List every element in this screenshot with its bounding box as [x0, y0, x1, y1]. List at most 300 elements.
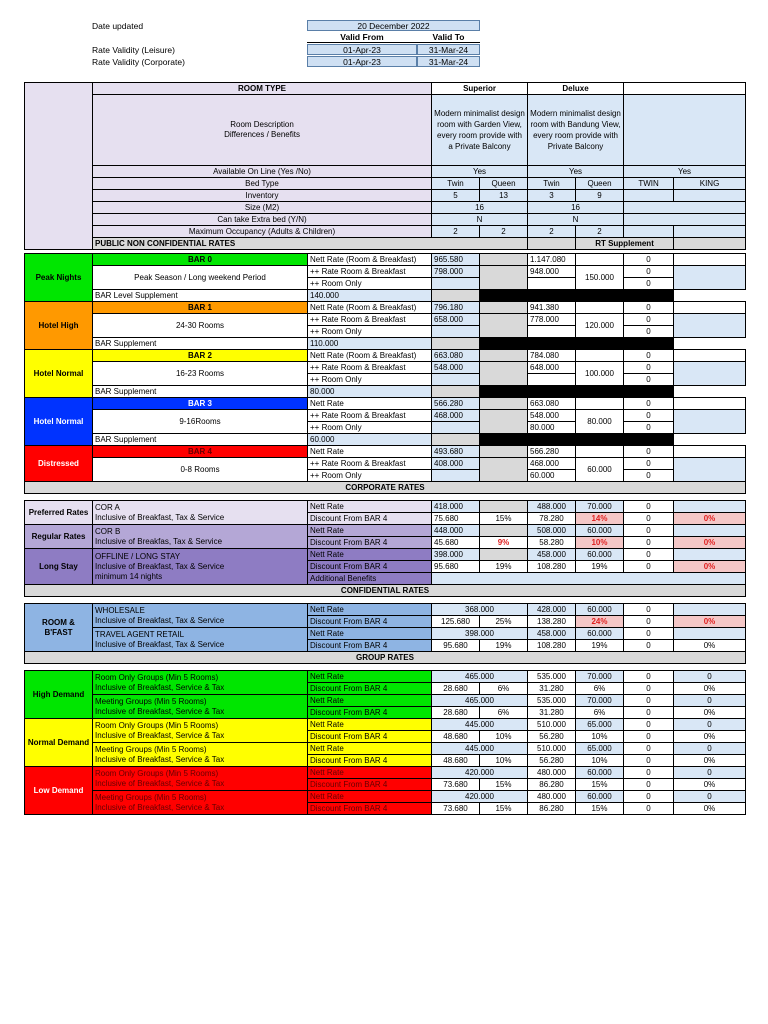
group-text: Meeting Groups (Min 5 Rooms)	[95, 744, 207, 754]
deluxe-rt-supplement: 120.000	[576, 314, 624, 338]
superior-nett: 445.000	[432, 719, 528, 731]
superior-nett: 398.000	[432, 549, 480, 561]
rt-pct: 0%	[674, 779, 746, 791]
superior-nett: 566.280	[432, 398, 480, 410]
deluxe-discount: 138.280	[528, 616, 576, 628]
available-other: Yes	[624, 166, 746, 178]
discount-label: Discount From BAR 4	[308, 561, 432, 573]
segment-label: Hotel Normal	[25, 398, 93, 446]
rt-supp: 60.000	[576, 549, 624, 561]
grey-block	[480, 362, 528, 386]
superior-pct: 19%	[480, 561, 528, 573]
king-zero: 0	[624, 350, 674, 362]
superior-pct: 19%	[480, 640, 528, 652]
bar-supplement-value: 60.000	[308, 434, 432, 446]
superior-label: Superior	[432, 83, 528, 95]
bar-description: 16-23 Rooms	[93, 362, 308, 386]
rt-pct: 0%	[674, 513, 746, 525]
discount-label: Discount From BAR 4	[308, 755, 432, 767]
bed-type-label: Bed Type	[93, 178, 432, 190]
occ-blank-2	[674, 226, 746, 238]
discount-label: Discount From BAR 4	[308, 513, 432, 525]
superior-pct: 15%	[480, 779, 528, 791]
superior-discount: 75.680	[432, 513, 480, 525]
corporate-row	[25, 549, 746, 561]
superior-nett: 368.000	[432, 604, 528, 616]
deluxe-rt-blank	[576, 254, 624, 266]
confidential-segment: ROOM & B'FAST	[25, 604, 93, 652]
group-row	[25, 767, 746, 779]
bar-row-supp	[25, 338, 746, 350]
king-zero: 0	[624, 501, 674, 513]
nett-label: Nett Rate	[308, 549, 432, 561]
bar-supplement-label: BAR Level Supplement	[93, 290, 308, 302]
extra-bed-row	[25, 214, 746, 226]
corporate-text: Inclusive of Breakfast, Tax & Service	[95, 512, 225, 522]
confidential-name	[93, 628, 308, 652]
bar-row-header	[25, 350, 746, 362]
bar-name: BAR 1	[93, 302, 308, 314]
superior-nett: 493.680	[432, 446, 480, 458]
rt-pct: 0%	[674, 640, 746, 652]
room-spacer	[25, 83, 93, 250]
extra-blank	[624, 214, 746, 226]
nett-label: Nett Rate	[308, 719, 432, 731]
grey-cell	[480, 501, 528, 513]
king-zero: 0	[624, 458, 674, 470]
deluxe-rt-supplement: 100.000	[576, 362, 624, 386]
king-zero: 0	[624, 743, 674, 755]
valid-to-label: Valid To	[417, 32, 480, 43]
group-row	[25, 671, 746, 683]
superior-pct: 6%	[480, 707, 528, 719]
corporate-name	[93, 525, 308, 549]
superior-discount: 95.680	[432, 561, 480, 573]
king-zero: 0	[624, 767, 674, 779]
available-deluxe: Yes	[528, 166, 624, 178]
occupancy-row	[25, 226, 746, 238]
leisure-from: 01-Apr-23	[307, 44, 417, 55]
group-text: Inclusive of Breakfast, Service & Tax	[95, 730, 225, 740]
deluxe-discount: 78.280	[528, 513, 576, 525]
bar-description: 9-16Rooms	[93, 410, 308, 434]
deluxe-nett: 480.000	[528, 767, 576, 779]
grey-cell	[432, 290, 480, 302]
king-zero: 0	[624, 374, 674, 386]
rt-supp: 60.000	[576, 628, 624, 640]
superior-room-only	[432, 278, 480, 290]
bar-supplement-label: BAR Supplement	[93, 386, 308, 398]
superior-plus: 408.000	[432, 458, 480, 470]
deluxe-nett: 535.000	[528, 695, 576, 707]
rt-supplement-blank	[674, 350, 746, 362]
group-segment: High Demand	[25, 671, 93, 719]
rt-supp: 60.000	[576, 791, 624, 803]
nett-rate-label: Nett Rate	[308, 398, 432, 410]
king-zero: 0	[624, 410, 674, 422]
room-description-text: Room Description Differences / Benefits	[224, 120, 300, 139]
nett-rate-label: Nett Rate	[308, 446, 432, 458]
group-segment: Low Demand	[25, 767, 93, 815]
section-spacer	[25, 664, 746, 671]
group-name	[93, 695, 308, 719]
deluxe-rt-supplement: 150.000	[576, 266, 624, 290]
group-text: Room Only Groups (Min 5 Rooms)	[95, 768, 219, 778]
inv-blank-1	[624, 190, 674, 202]
deluxe-discount: 108.280	[528, 561, 576, 573]
rt-supp-blank	[674, 604, 746, 616]
rt-supp: 60.000	[576, 767, 624, 779]
public-rates-header	[25, 238, 746, 250]
king-zero: 0	[624, 695, 674, 707]
nett-label: Nett Rate	[308, 628, 432, 640]
group-name	[93, 671, 308, 695]
deluxe-pct: 10%	[576, 731, 624, 743]
deluxe-nett: 566.280	[528, 446, 576, 458]
superior-discount: 28.680	[432, 707, 480, 719]
king-zero: 0	[624, 671, 674, 683]
superior-pct: 9%	[480, 537, 528, 549]
section-header	[25, 585, 746, 597]
corporate-row	[25, 501, 746, 513]
group-text: Room Only Groups (Min 5 Rooms)	[95, 672, 219, 682]
size-superior: 16	[432, 202, 528, 214]
deluxe-nett: 458.000	[528, 628, 576, 640]
nett-label: Nett Rate	[308, 695, 432, 707]
deluxe-rt-blank	[576, 350, 624, 362]
superior-pct: 25%	[480, 616, 528, 628]
superior-discount: 95.680	[432, 640, 480, 652]
section-spacer	[25, 494, 746, 501]
king-zero: 0	[624, 640, 674, 652]
plus-rate-label: ++ Rate Room & Breakfast	[308, 362, 432, 374]
bar-row-plus	[25, 362, 746, 374]
deluxe-pct: 19%	[576, 561, 624, 573]
rt-supp-blank	[674, 628, 746, 640]
king-zero: 0	[624, 362, 674, 374]
deluxe-rt-blank	[576, 302, 624, 314]
group-text: Inclusive of Breakfast, Service & Tax	[95, 706, 225, 716]
bed-sup-twin: Twin	[432, 178, 480, 190]
deluxe-pct: 19%	[576, 640, 624, 652]
nett-rate-label: Nett Rate (Room & Breakfast)	[308, 254, 432, 266]
king-zero: 0	[624, 422, 674, 434]
blank-room-type	[624, 83, 746, 95]
inventory-row	[25, 190, 746, 202]
size-row	[25, 202, 746, 214]
grey-cell	[432, 434, 480, 446]
corporate-text: Inclusive of Breakfast, Tax & Service	[95, 561, 225, 571]
bar-row-header	[25, 446, 746, 458]
occ-blank-1	[624, 226, 674, 238]
corporate-row	[25, 525, 746, 537]
superior-nett: 418.000	[432, 501, 480, 513]
black-band	[480, 290, 674, 302]
king-zero: 0	[624, 470, 674, 482]
superior-nett: 965.580	[432, 254, 480, 266]
confidential-text: Inclusive of Breakfast, Tax & Service	[95, 639, 225, 649]
king-zero: 0	[624, 446, 674, 458]
deluxe-room-only	[528, 374, 576, 386]
deluxe-rt-blank	[576, 398, 624, 410]
superior-pct: 10%	[480, 755, 528, 767]
nett-rate-label: Nett Rate (Room & Breakfast)	[308, 302, 432, 314]
date-updated-row	[92, 20, 492, 32]
grey-cell	[480, 525, 528, 537]
deluxe-discount: 56.280	[528, 731, 576, 743]
group-text: Inclusive of Breakfast, Service & Tax	[95, 754, 225, 764]
room-description-label	[93, 95, 432, 166]
valid-header-row	[92, 32, 492, 44]
deluxe-rt-supplement: 80.000	[576, 410, 624, 434]
rt-zero: 0	[674, 791, 746, 803]
available-row	[25, 166, 746, 178]
deluxe-discount: 31.280	[528, 683, 576, 695]
public-rates-title: PUBLIC NON CONFIDENTIAL RATES	[93, 238, 528, 250]
deluxe-nett: 480.000	[528, 791, 576, 803]
superior-discount: 45.680	[432, 537, 480, 549]
spacer	[25, 494, 746, 501]
deluxe-pct: 6%	[576, 683, 624, 695]
corporate-from: 01-Apr-23	[307, 56, 417, 67]
rt-pct: 0%	[674, 616, 746, 628]
public-blank	[528, 238, 576, 250]
superior-room-only	[432, 374, 480, 386]
rt-supp-block	[674, 410, 746, 434]
bar-row-plus	[25, 266, 746, 278]
discount-label: Discount From BAR 4	[308, 707, 432, 719]
inv-dlx-queen: 9	[576, 190, 624, 202]
deluxe-pct: 6%	[576, 707, 624, 719]
rt-supp: 60.000	[576, 525, 624, 537]
bar-row-plus	[25, 314, 746, 326]
superior-discount: 125.680	[432, 616, 480, 628]
occ-sup-twin: 2	[432, 226, 480, 238]
group-text: Meeting Groups (Min 5 Rooms)	[95, 696, 207, 706]
deluxe-nett: 510.000	[528, 719, 576, 731]
grey-block	[480, 410, 528, 434]
occ-dlx-queen: 2	[576, 226, 624, 238]
public-blank-2	[674, 238, 746, 250]
confidential-text: Inclusive of Breakfast, Tax & Service	[95, 615, 225, 625]
deluxe-nett: 941.380	[528, 302, 576, 314]
rt-pct: 0%	[674, 731, 746, 743]
bar-description: 24-30 Rooms	[93, 314, 308, 338]
black-band	[480, 434, 674, 446]
bar-description: Peak Season / Long weekend Period	[93, 266, 308, 290]
corporate-label: Rate Validity (Corporate)	[92, 57, 185, 67]
superior-queen-blank	[480, 398, 528, 410]
deluxe-rt-blank	[576, 446, 624, 458]
superior-pct: 10%	[480, 731, 528, 743]
room-type-label: ROOM TYPE	[93, 83, 432, 95]
superior-pct: 15%	[480, 513, 528, 525]
rt-supplement-blank	[674, 446, 746, 458]
valid-from-label: Valid From	[307, 32, 417, 43]
bar-row-header	[25, 302, 746, 314]
superior-nett: 420.000	[432, 791, 528, 803]
bar-row-supp	[25, 434, 746, 446]
bar-name: BAR 0	[93, 254, 308, 266]
deluxe-discount: 86.280	[528, 803, 576, 815]
deluxe-description: Modern minimalist design room with Bandung View, every room provide with Private Balcony	[528, 95, 624, 166]
bar-name: BAR 2	[93, 350, 308, 362]
plus-rate-label: ++ Rate Room & Breakfast	[308, 266, 432, 278]
superior-nett: 448.000	[432, 525, 480, 537]
available-superior: Yes	[432, 166, 528, 178]
rt-supp: 70.000	[576, 501, 624, 513]
deluxe-pct: 24%	[576, 616, 624, 628]
deluxe-nett: 784.080	[528, 350, 576, 362]
additional-benefits-value	[432, 573, 746, 585]
section-spacer	[25, 597, 746, 604]
bar-name: BAR 3	[93, 398, 308, 410]
group-row	[25, 743, 746, 755]
rt-pct: 0%	[674, 755, 746, 767]
nett-label: Nett Rate	[308, 604, 432, 616]
deluxe-nett: 535.000	[528, 671, 576, 683]
corporate-text: COR B	[95, 526, 121, 536]
superior-queen-blank	[480, 446, 528, 458]
king-zero: 0	[624, 561, 674, 573]
corporate-name	[93, 549, 308, 585]
rt-supp: 70.000	[576, 671, 624, 683]
bed-sup-queen: Queen	[480, 178, 528, 190]
room-only-label: ++ Room Only	[308, 470, 432, 482]
bar-row-plus	[25, 410, 746, 422]
king-zero: 0	[624, 549, 674, 561]
room-type-row	[25, 83, 746, 95]
inv-sup-queen: 13	[480, 190, 528, 202]
king-zero: 0	[624, 537, 674, 549]
inventory-label: Inventory	[93, 190, 432, 202]
room-only-label: ++ Room Only	[308, 374, 432, 386]
nett-label: Nett Rate	[308, 525, 432, 537]
king-zero: 0	[624, 791, 674, 803]
deluxe-rt-supplement: 60.000	[576, 458, 624, 482]
king-zero: 0	[624, 525, 674, 537]
rt-supp: 65.000	[576, 719, 624, 731]
rt-pct: 0%	[674, 683, 746, 695]
bar-description: 0-8 Rooms	[93, 458, 308, 482]
room-only-label: ++ Room Only	[308, 326, 432, 338]
deluxe-nett: 510.000	[528, 743, 576, 755]
superior-nett: 663.080	[432, 350, 480, 362]
deluxe-pct: 15%	[576, 803, 624, 815]
deluxe-plus: 648.000	[528, 362, 576, 374]
spacer	[25, 597, 746, 604]
rt-zero: 0	[674, 743, 746, 755]
king-zero: 0	[624, 398, 674, 410]
group-row	[25, 695, 746, 707]
bar-row-header	[25, 398, 746, 410]
king-zero: 0	[624, 604, 674, 616]
bar-name: BAR 4	[93, 446, 308, 458]
deluxe-pct: 10%	[576, 537, 624, 549]
corporate-text: OFFLINE / LONG STAY	[95, 551, 181, 561]
additional-benefits-label: Additional Benefits	[308, 573, 432, 585]
rt-supp-block	[674, 362, 746, 386]
king-zero: 0	[624, 707, 674, 719]
king-zero: 0	[624, 779, 674, 791]
discount-label: Discount From BAR 4	[308, 683, 432, 695]
superior-nett: 465.000	[432, 695, 528, 707]
bar-supplement-label: BAR Supplement	[93, 338, 308, 350]
superior-queen-blank	[480, 302, 528, 314]
grey-block	[480, 458, 528, 482]
deluxe-plus: 948.000	[528, 266, 576, 278]
rt-pct: 0%	[674, 561, 746, 573]
grey-block	[480, 266, 528, 290]
superior-pct: 6%	[480, 683, 528, 695]
deluxe-nett: 428.000	[528, 604, 576, 616]
deluxe-plus: 548.000	[528, 410, 576, 422]
corporate-segment: Preferred Rates	[25, 501, 93, 525]
plus-rate-label: ++ Rate Room & Breakfast	[308, 410, 432, 422]
group-name	[93, 791, 308, 815]
deluxe-room-only: 60.000	[528, 470, 576, 482]
king-zero: 0	[624, 803, 674, 815]
rt-supplement-label: RT Supplement	[576, 238, 674, 250]
bar-row-plus	[25, 458, 746, 470]
superior-plus: 548.000	[432, 362, 480, 374]
date-updated-value: 20 December 2022	[307, 20, 480, 31]
deluxe-nett: 488.000	[528, 501, 576, 513]
discount-label: Discount From BAR 4	[308, 731, 432, 743]
rt-supp: 65.000	[576, 743, 624, 755]
date-updated-label: Date updated	[92, 21, 144, 31]
king-zero: 0	[624, 266, 674, 278]
segment-label: Hotel High	[25, 302, 93, 350]
size-label: Size (M2)	[93, 202, 432, 214]
bed-dlx-queen: Queen	[576, 178, 624, 190]
segment-label: Distressed	[25, 446, 93, 482]
discount-label: Discount From BAR 4	[308, 779, 432, 791]
occupancy-label: Maximum Occupancy (Adults & Children)	[93, 226, 432, 238]
discount-label: Discount From BAR 4	[308, 537, 432, 549]
superior-room-only	[432, 422, 480, 434]
section-header	[25, 652, 746, 664]
king-zero: 0	[624, 731, 674, 743]
section-title: GROUP RATES	[25, 652, 746, 664]
confidential-name	[93, 604, 308, 628]
spacer	[25, 664, 746, 671]
occ-dlx-twin: 2	[528, 226, 576, 238]
corporate-text: minimum 14 nights	[95, 571, 163, 581]
superior-plus: 658.000	[432, 314, 480, 326]
corporate-segment: Long Stay	[25, 549, 93, 585]
deluxe-discount: 56.280	[528, 755, 576, 767]
superior-nett: 465.000	[432, 671, 528, 683]
inv-blank-2	[674, 190, 746, 202]
nett-label: Nett Rate	[308, 743, 432, 755]
segment-label: Peak Nights	[25, 254, 93, 302]
bar-row-supp	[25, 386, 746, 398]
leisure-label: Rate Validity (Leisure)	[92, 45, 175, 55]
rt-supp-blank	[674, 525, 746, 537]
superior-discount: 73.680	[432, 803, 480, 815]
superior-plus: 798.000	[432, 266, 480, 278]
superior-nett: 445.000	[432, 743, 528, 755]
confidential-text: WHOLESALE	[95, 605, 145, 615]
deluxe-plus: 778.000	[528, 314, 576, 326]
extra-deluxe: N	[528, 214, 624, 226]
corporate-row	[92, 56, 492, 68]
nett-rate-label: Nett Rate (Room & Breakfast)	[308, 350, 432, 362]
nett-label: Nett Rate	[308, 767, 432, 779]
section-title: CORPORATE RATES	[25, 482, 746, 494]
discount-label: Discount From BAR 4	[308, 616, 432, 628]
